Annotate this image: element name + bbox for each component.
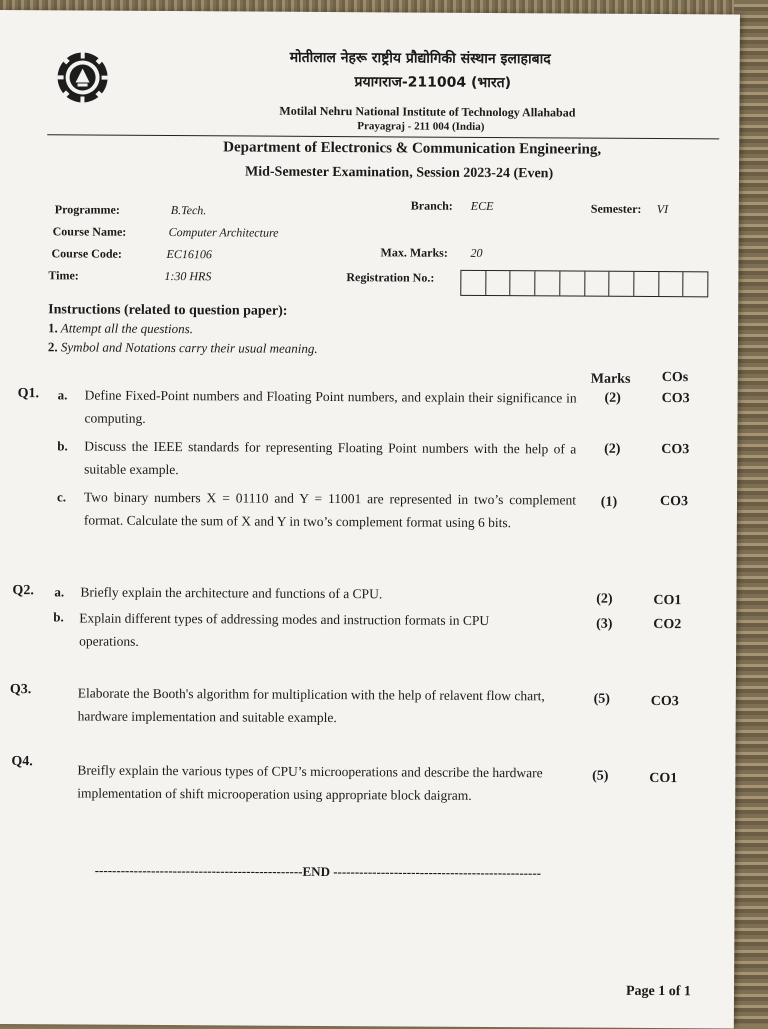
subquestion-label: b. bbox=[57, 438, 68, 454]
registration-label: Registration No.: bbox=[346, 270, 435, 285]
max-marks-label: Max. Marks: bbox=[380, 245, 448, 260]
instructions-heading: Instructions (related to question paper): bbox=[48, 302, 288, 319]
department-title: Department of Electronics & Communication Engineering, bbox=[223, 139, 602, 158]
marks-value: (3) bbox=[596, 616, 613, 632]
question-text: Briefly explain the architecture and functions of a CPU. bbox=[80, 584, 383, 602]
marks-value: (2) bbox=[604, 390, 621, 406]
institute-address-hindi: प्रयागराज-211004 (भारत) bbox=[354, 74, 512, 92]
marks-value: (5) bbox=[592, 768, 609, 784]
time-label: Time: bbox=[48, 268, 79, 283]
question-text: Two binary numbers X = 01110 and Y = 11001 are represented in two’s complement format. Calculate the sum of X and Y in two’s complement format using 6 bits. bbox=[83, 489, 577, 531]
marks-value: (2) bbox=[604, 441, 621, 457]
header-divider bbox=[47, 134, 719, 139]
course-name-value: Computer Architecture bbox=[168, 225, 279, 240]
co-value: CO3 bbox=[659, 494, 689, 510]
end-marker: ------------------------------------------------END ------------------------------------------------ bbox=[94, 862, 542, 881]
subquestion-label: a. bbox=[57, 387, 68, 403]
registration-number-boxes bbox=[460, 270, 708, 298]
semester-label: Semester: bbox=[590, 201, 642, 216]
cos-column-header: COs bbox=[661, 370, 689, 386]
marks-value: (1) bbox=[600, 494, 618, 510]
subquestion-label: c. bbox=[56, 489, 67, 505]
instruction-item: 2. Symbol and Notations carry their usual meaning. bbox=[47, 339, 318, 356]
page-number: Page 1 of 1 bbox=[625, 983, 691, 1000]
course-code-label: Course Code: bbox=[51, 246, 122, 261]
subquestion-label: a. bbox=[54, 584, 65, 600]
question-number: Q3. bbox=[9, 682, 32, 698]
question-text: Explain different types of addressing modes and instruction formats in CPU operations. bbox=[79, 610, 490, 649]
question-text: Define Fixed-Point numbers and Floating Point numbers, and explain their significance in computing. bbox=[84, 387, 577, 426]
institute-logo-icon bbox=[55, 50, 109, 104]
question-text: Breifly explain the various types of CPU’s microoperations and describe the hardware implementation of shift microoperation using appropriate block daigram. bbox=[77, 762, 543, 803]
question-number: Q4. bbox=[11, 754, 33, 770]
programme-label: Programme: bbox=[54, 202, 120, 217]
exam-title: Mid-Semester Examination, Session 2023-24 (Even) bbox=[244, 164, 554, 182]
institute-name-hindi: मोतीलाल नेहरू राष्ट्रीय प्रौद्योगिकी संस्थान इलाहाबाद bbox=[289, 49, 551, 68]
marks-value: (5) bbox=[593, 691, 611, 707]
marks-value: (2) bbox=[596, 591, 613, 607]
question-text: Elaborate the Booth's algorithm for multiplication with the help of relavent flow chart, hardware implementation and suitable example. bbox=[77, 685, 545, 726]
semester-value: VI bbox=[656, 202, 669, 217]
marks-column-header: Marks bbox=[590, 371, 631, 387]
co-value: CO3 bbox=[661, 391, 690, 407]
course-name-label: Course Name: bbox=[52, 224, 127, 239]
instruction-item: 1. Attempt all the questions. bbox=[48, 320, 194, 337]
time-value: 1:30 HRS bbox=[164, 269, 212, 284]
co-value: CO1 bbox=[649, 770, 678, 787]
course-code-value: EC16106 bbox=[166, 247, 212, 262]
programme-value: B.Tech. bbox=[170, 203, 207, 218]
co-value: CO1 bbox=[653, 593, 682, 609]
question-number: Q2. bbox=[12, 583, 34, 599]
co-value: CO3 bbox=[661, 442, 690, 458]
co-value: CO2 bbox=[653, 617, 682, 633]
question-text: Discuss the IEEE standards for representing Floating Point numbers with the help of a suitable example. bbox=[84, 438, 577, 478]
exam-paper bbox=[0, 10, 740, 1029]
branch-value: ECE bbox=[470, 198, 494, 214]
question-number: Q1. bbox=[17, 386, 40, 402]
subquestion-label: b. bbox=[53, 609, 64, 625]
branch-label: Branch: bbox=[410, 198, 453, 213]
co-value: CO3 bbox=[650, 693, 679, 710]
max-marks-value: 20 bbox=[470, 245, 483, 260]
institute-address: Prayagraj - 211 004 (India) bbox=[357, 120, 485, 133]
institute-name: Motilal Nehru National Institute of Technology Allahabad bbox=[279, 103, 576, 120]
